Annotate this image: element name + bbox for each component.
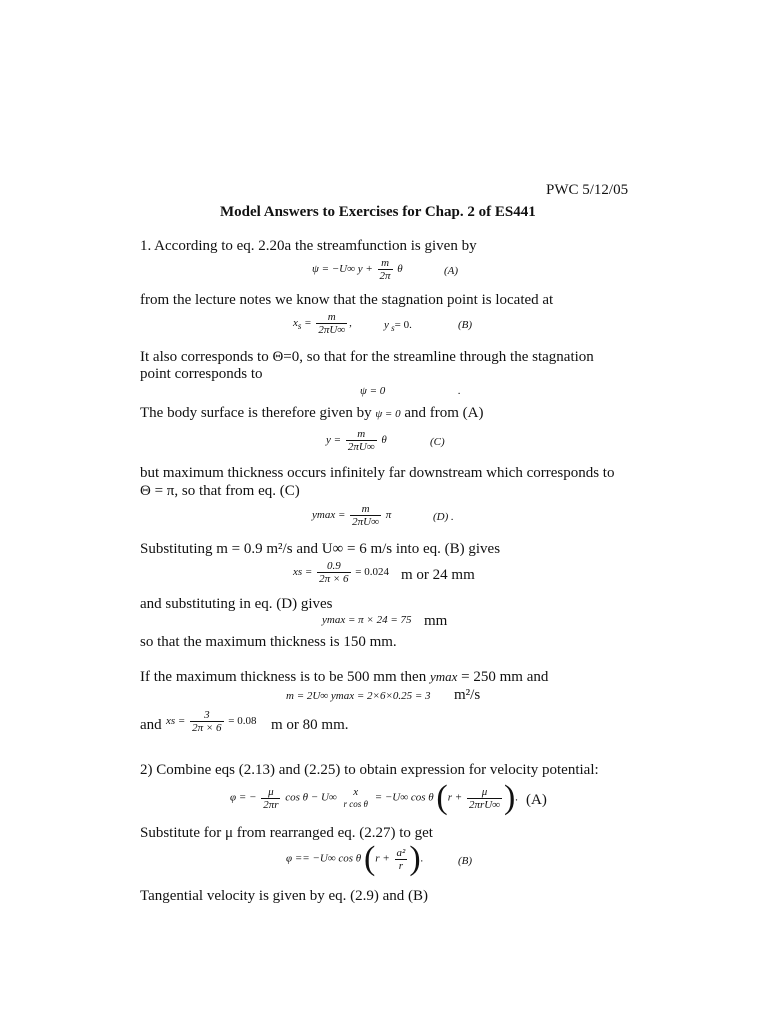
equation-f: ymax = π × 24 = 75 bbox=[322, 614, 412, 626]
equation-d: ymax = $\frac{m}{2\pi U\infty}$ π bbox=[312, 503, 392, 528]
problem-1-line-2: from the lecture notes we know that the stagnation point is located at bbox=[140, 292, 554, 308]
equation-psi-zero: ψ = 0 bbox=[360, 385, 386, 397]
problem-1-line-6: but maximum thickness occurs infinitely far downstream which corresponds to bbox=[140, 465, 615, 481]
equation-2b-tag: (B) bbox=[458, 855, 473, 867]
problem-1-line-8: Substituting m = 0.9 m²/s and U∞ = 6 m/s into eq. (B) gives bbox=[140, 541, 501, 557]
equation-a-tag: (A) bbox=[444, 265, 459, 277]
problem-2-line-2: Substitute for μ from rearranged eq. (2.27) to get bbox=[140, 825, 433, 841]
problem-2-intro: 2) Combine eqs (2.13) and (2.25) to obtain expression for velocity potential: bbox=[140, 762, 599, 778]
equation-psi-zero-dot: . bbox=[458, 385, 461, 397]
equation-c: y = $\frac{m}{2\pi U\infty}$ θ bbox=[326, 428, 387, 453]
equation-b: $x_s$ = $\frac{m}{2\pi U\infty}$ , bbox=[293, 311, 352, 336]
problem-2-line-3: Tangential velocity is given by eq. (2.9) and (B) bbox=[140, 888, 429, 904]
problem-1-intro: 1. According to eq. 2.20a the streamfunction is given by bbox=[140, 238, 477, 254]
problem-1-line-12: and bbox=[140, 717, 162, 733]
equation-b-tag: (B) bbox=[458, 319, 473, 331]
equation-h-units: m or 80 mm. bbox=[271, 717, 349, 733]
equation-2a: φ = − $\frac{\mu}{2\pi r}$ cos θ − U∞ x r cos θ = −U∞ cos θ (r + $\frac{\mu}{\text{2πrU∞}}$ ). bbox=[230, 779, 519, 816]
problem-1-line-11: If the maximum thickness is to be 500 mm then ymax = 250 mm and bbox=[140, 669, 549, 685]
problem-1-line-5: The body surface is therefore given by ψ = 0 and from (A) bbox=[140, 405, 484, 421]
page-title: Model Answers to Exercises for Chap. 2 of ES441 bbox=[220, 204, 536, 220]
equation-g: m = 2U∞ ymax = 2×6×0.25 = 3 bbox=[286, 690, 431, 702]
equation-e-units: m or 24 mm bbox=[401, 567, 475, 583]
equation-a: ψ = −U∞ y + $\frac{m}{2\pi}$ θ bbox=[312, 257, 403, 282]
problem-1-line-10: so that the maximum thickness is 150 mm. bbox=[140, 634, 397, 650]
equation-b-ys: y $_s$= 0. bbox=[384, 319, 412, 334]
problem-1-line-4: point corresponds to bbox=[140, 366, 263, 382]
equation-e: xs = $\frac{0.9}{2\pi \times 6}$ = 0.024 bbox=[293, 560, 389, 585]
problem-1-line-3: It also corresponds to Θ=0, so that for the streamline through the stagnation bbox=[140, 349, 594, 365]
equation-2b: φ == −U∞ cos θ (r + $\frac{\text{a²}}{r}$ ). bbox=[286, 840, 424, 877]
problem-1-line-9: and substituting in eq. (D) gives bbox=[140, 596, 333, 612]
equation-h: xs = $\frac{3}{2\pi \times 6}$ = 0.08 bbox=[166, 709, 257, 734]
equation-g-units: m²/s bbox=[454, 687, 481, 703]
equation-c-tag: (C) bbox=[430, 436, 445, 448]
document-reference: PWC 5/12/05 bbox=[546, 182, 629, 198]
equation-2a-tag: (A) bbox=[526, 792, 547, 808]
problem-1-line-7: Θ = π, so that from eq. (C) bbox=[140, 483, 300, 499]
equation-d-tag: (D) . bbox=[433, 511, 454, 523]
equation-f-units: mm bbox=[424, 613, 448, 629]
